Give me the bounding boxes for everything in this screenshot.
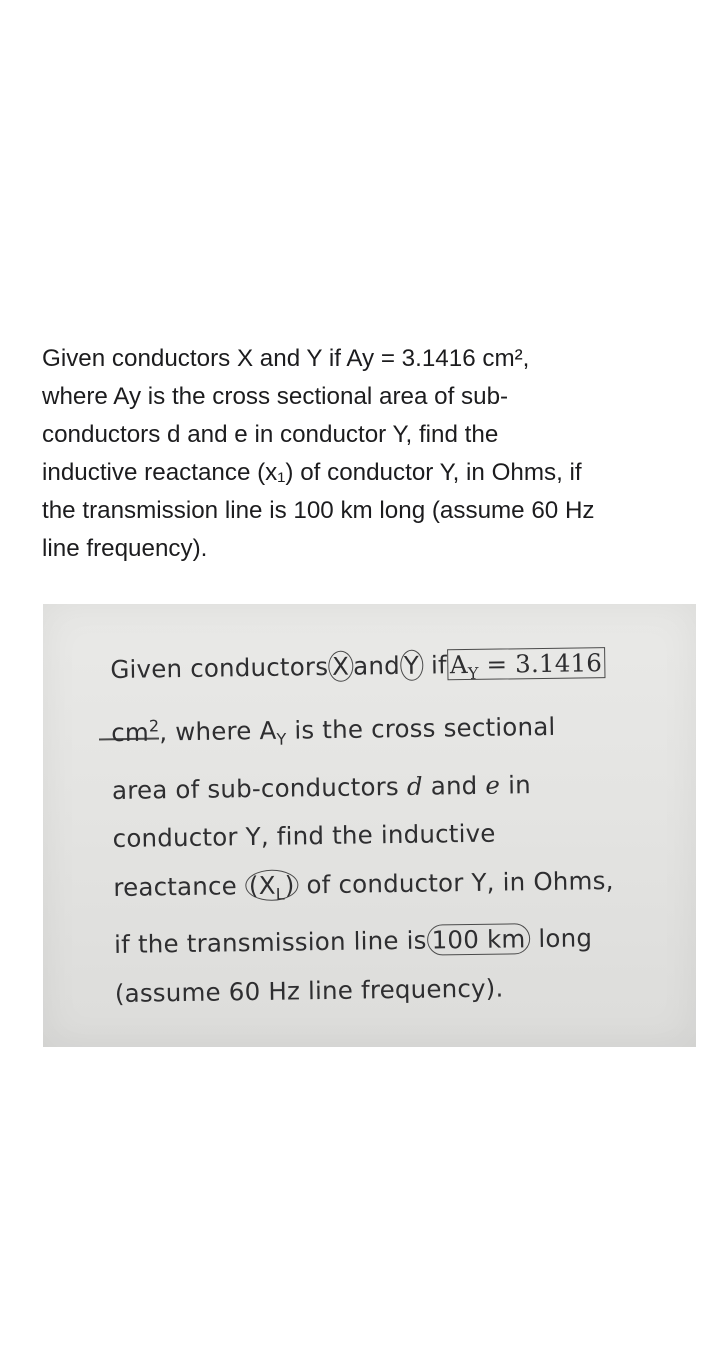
xl-subscript: L [275,884,286,904]
photo-line-7: (assume 60 Hz line frequency). [114,973,504,1008]
photo-text-run: area of sub-conductors [111,771,408,805]
photo-text-run: is the cross sectional [286,712,556,746]
photo-line-2 [111,695,692,767]
photo-text-run: in [499,770,532,800]
photo-text-run: and [352,650,401,681]
question-line: inductive reactance (x₁) of conductor Y, in Ohms, if [42,459,582,486]
question-line: the transmission line is 100 km long (assume 60 Hz [42,497,595,524]
circled-xl [245,869,299,904]
photo-text-run: if the transmission line is [113,925,427,960]
question-line: Given conductors X and Y if Ay = 3.1416 cm², [42,345,530,372]
photo-text-run: reactance [113,871,246,902]
photo-text-run: , where A [159,716,277,747]
area-value: = 3.1416 [478,648,603,679]
italic-d: d [406,771,423,801]
circled-x: X [328,651,353,682]
photo-text-run: long [530,923,593,954]
photo-text [110,638,695,1018]
circled-y: Y [400,650,424,681]
question-line: line frequency). [42,535,208,562]
question-line: conductors d and e in conductor Y, find the [42,421,499,448]
photo-text-run: if [430,650,448,680]
area-subscript: Y [467,663,479,683]
unit-exponent: 2 [148,716,160,736]
xl-symbol: (X [248,870,276,901]
unit-cm: cm [111,718,150,748]
area-symbol: A [449,650,468,680]
xl-paren: ) [284,870,295,900]
question-text [42,340,692,568]
circled-length: 100 km [426,923,530,955]
photo-line-1 [110,638,691,703]
photo-text-run: Given conductors [110,651,329,684]
italic-e: e [485,770,501,800]
photo-line-5 [113,856,694,921]
question-line: where Ay is the cross sectional area of sub- [42,383,509,410]
boxed-area-value [447,647,606,683]
photo-text-run: of conductor Y, in Ohms, [298,865,614,900]
photo-line-4: conductor Y, find the inductive [112,819,496,854]
photo-text-run: and [422,770,486,801]
area-subscript: Y [276,729,287,750]
photo-line-6 [114,913,695,970]
question-photo [43,604,696,1047]
photo-line-3 [112,759,693,816]
